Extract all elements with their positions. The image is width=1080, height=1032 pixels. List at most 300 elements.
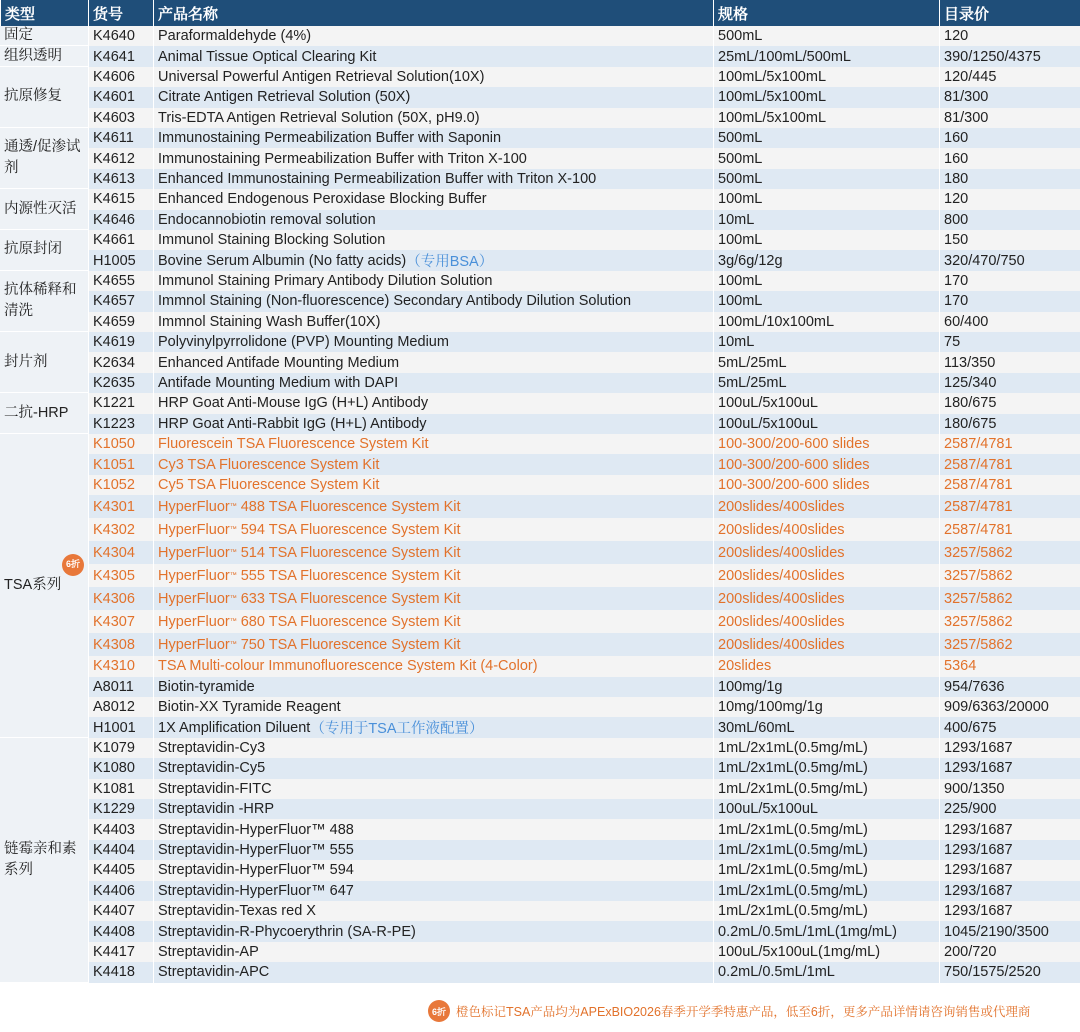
product-name: Streptavidin-FITC [158,780,272,797]
trademark-mark: ™ [229,503,237,511]
product-name-suffix: 488 TSA Fluorescence System Kit [236,498,461,515]
spec-cell: 100uL/5x100uL(1mg/mL) [713,942,939,962]
price-cell: 1293/1687 [939,758,1080,778]
product-name: HyperFluor [158,521,230,538]
product-name-cell [153,414,713,434]
sku-cell: H1001 [88,717,153,737]
sku-cell: K4418 [88,962,153,982]
product-name: HyperFluor [158,498,230,515]
product-name: Immunol Staining Primary Antibody Dilution Solution [158,272,493,289]
product-name: Endocannobiotin removal solution [158,211,376,228]
spec-cell: 100-300/200-600 slides [713,434,939,454]
price-cell: 160 [939,148,1080,168]
price-cell: 1293/1687 [939,881,1080,901]
product-name: Streptavidin -HRP [158,801,275,818]
table-row [0,291,1080,311]
sku-cell: K4301 [88,495,153,518]
header-name: 产品名称 [153,0,713,26]
price-cell: 125/340 [939,373,1080,393]
spec-cell: 500mL [713,169,939,189]
spec-cell: 200slides/400slides [713,610,939,633]
table-row [0,901,1080,921]
spec-cell: 5mL/25mL [713,352,939,372]
table-row [0,860,1080,880]
sku-cell: K1079 [88,738,153,758]
product-name-cell [153,475,713,495]
product-name-suffix: 555 TSA Fluorescence System Kit [236,567,461,584]
table-row [0,148,1080,168]
product-name-cell [153,697,713,717]
sku-cell: K4305 [88,564,153,587]
product-name-cell [153,393,713,413]
product-name-cell [153,87,713,107]
table-row [0,962,1080,982]
price-cell: 1293/1687 [939,860,1080,880]
price-cell: 320/470/750 [939,250,1080,270]
table-header [0,0,1080,26]
product-name-cell [153,312,713,332]
sku-cell: K1223 [88,414,153,434]
category-cell [0,26,88,46]
table-row [0,230,1080,250]
table-row [0,799,1080,819]
sku-cell: K4406 [88,881,153,901]
product-name: 1X Amplification Diluent [158,719,311,736]
product-name-cell [153,128,713,148]
category-label: 组织透明 [4,47,62,64]
product-name-cell [153,454,713,474]
product-name-cell [153,332,713,352]
spec-cell: 100uL/5x100uL [713,799,939,819]
product-name-cell [153,189,713,209]
product-name-cell [153,518,713,541]
category-label: 链霉亲和素系列 [4,840,77,878]
category-label: 抗体稀释和清洗 [4,281,77,319]
product-name-cell [153,962,713,982]
spec-cell: 3g/6g/12g [713,250,939,270]
category-cell [0,393,88,434]
sku-cell: K1229 [88,799,153,819]
table-row [0,271,1080,291]
discount-badge-icon: 6折 [62,554,84,576]
table-row [0,656,1080,676]
product-name-cell [153,779,713,799]
product-name-cell [153,541,713,564]
price-cell: 750/1575/2520 [939,962,1080,982]
spec-cell: 100mL [713,230,939,250]
spec-cell: 1mL/2x1mL(0.5mg/mL) [713,779,939,799]
product-name: TSA Multi-colour Immunofluorescence System Kit (4-Color) [158,658,538,675]
product-name: Streptavidin-HyperFluor™ 647 [158,882,354,899]
spec-cell: 10mL [713,210,939,230]
table-row [0,250,1080,270]
product-name: Streptavidin-R-Phycoerythrin (SA-R-PE) [158,923,416,940]
price-cell: 800 [939,210,1080,230]
category-cell [0,46,88,66]
table-row [0,475,1080,495]
sku-cell: K1081 [88,779,153,799]
product-name-cell [153,250,713,270]
spec-cell: 100mL/10x100mL [713,312,939,332]
product-name-cell [153,148,713,168]
price-cell: 909/6363/20000 [939,697,1080,717]
product-name-cell [153,169,713,189]
spec-cell: 200slides/400slides [713,541,939,564]
price-cell: 1293/1687 [939,901,1080,921]
trademark-mark: ™ [229,595,237,603]
price-cell: 1293/1687 [939,819,1080,839]
trademark-mark: ™ [229,526,237,534]
category-label: 抗原封闭 [4,241,62,258]
category-cell [0,128,88,189]
spec-cell: 1mL/2x1mL(0.5mg/mL) [713,738,939,758]
product-name: Immunostaining Permeabilization Buffer with Saponin [158,130,502,147]
header-spec: 规格 [713,0,939,26]
sku-cell: K2635 [88,373,153,393]
price-cell: 225/900 [939,799,1080,819]
sku-cell: K4408 [88,921,153,941]
price-cell: 75 [939,332,1080,352]
product-name-cell [153,921,713,941]
category-label: 通透/促渗试剂 [4,139,81,177]
sku-cell: K4657 [88,291,153,311]
table-row [0,738,1080,758]
sku-cell: K4646 [88,210,153,230]
price-cell: 60/400 [939,312,1080,332]
table-row [0,717,1080,737]
category-label: 内源性灭活 [4,200,77,217]
price-cell: 120 [939,189,1080,209]
sku-cell: K4304 [88,541,153,564]
product-name: Fluorescein TSA Fluorescence System Kit [158,436,429,453]
category-label: 二抗-HRP [4,404,69,421]
product-name: HyperFluor [158,590,230,607]
price-cell: 1293/1687 [939,840,1080,860]
sku-cell: K4306 [88,587,153,610]
product-name: Streptavidin-APC [158,964,270,981]
spec-cell: 100mL [713,271,939,291]
trademark-mark: ™ [229,641,237,649]
spec-cell: 200slides/400slides [713,518,939,541]
category-label: 封片剂 [4,353,48,370]
spec-cell: 100mL [713,291,939,311]
price-cell: 2587/4781 [939,434,1080,454]
table-row [0,758,1080,778]
product-name: Streptavidin-HyperFluor™ 555 [158,841,354,858]
sku-cell: K4641 [88,46,153,66]
product-name-cell [153,230,713,250]
price-cell: 3257/5862 [939,587,1080,610]
product-name-cell [153,210,713,230]
table-row [0,587,1080,610]
category-cell [0,189,88,230]
spec-cell: 1mL/2x1mL(0.5mg/mL) [713,901,939,921]
sku-cell: K4302 [88,518,153,541]
table-row [0,610,1080,633]
product-name: Immnol Staining (Non-fluorescence) Secondary Antibody Dilution Solution [158,293,632,310]
table-row [0,189,1080,209]
table-row [0,312,1080,332]
header-type: 类型 [0,0,88,26]
product-name-suffix: 680 TSA Fluorescence System Kit [236,613,461,630]
table-row [0,210,1080,230]
discount-badge-icon: 6折 [428,1000,450,1022]
table-row [0,677,1080,697]
category-cell [0,738,88,983]
header-sku: 货号 [88,0,153,26]
product-name-cell [153,564,713,587]
sku-cell: A8011 [88,677,153,697]
table-row [0,633,1080,656]
spec-cell: 100uL/5x100uL [713,393,939,413]
sku-cell: H1005 [88,250,153,270]
product-name: Biotin-XX Tyramide Reagent [158,699,341,716]
table-row [0,697,1080,717]
trademark-mark: ™ [229,549,237,557]
spec-cell: 0.2mL/0.5mL/1mL [713,962,939,982]
sku-cell: K4310 [88,656,153,676]
price-cell: 180/675 [939,414,1080,434]
table-row [0,414,1080,434]
table-row [0,495,1080,518]
product-name: Streptavidin-HyperFluor™ 488 [158,821,354,838]
price-cell: 5364 [939,656,1080,676]
table-row [0,942,1080,962]
product-name: Citrate Antigen Retrieval Solution (50X) [158,89,411,106]
header-price: 目录价 [939,0,1080,26]
product-name: Cy5 TSA Fluorescence System Kit [158,476,380,493]
product-name: Enhanced Antifade Mounting Medium [158,354,400,371]
sku-cell: K4307 [88,610,153,633]
sku-cell: K4601 [88,87,153,107]
table-row [0,46,1080,66]
spec-cell: 100-300/200-600 slides [713,454,939,474]
table-row [0,840,1080,860]
product-name-cell [153,495,713,518]
trademark-mark: ™ [229,572,237,580]
price-cell: 2587/4781 [939,454,1080,474]
product-name-suffix: 633 TSA Fluorescence System Kit [236,590,461,607]
spec-cell: 200slides/400slides [713,495,939,518]
category-cell [0,332,88,393]
sku-cell: K4661 [88,230,153,250]
product-name: Streptavidin-AP [158,943,259,960]
table-row [0,779,1080,799]
spec-cell: 100mL/5x100mL [713,87,939,107]
table-row [0,373,1080,393]
sku-cell: K4417 [88,942,153,962]
product-name: Immunostaining Permeabilization Buffer with Triton X-100 [158,150,527,167]
sku-cell: K4603 [88,108,153,128]
price-cell: 3257/5862 [939,633,1080,656]
product-name: Tris-EDTA Antigen Retrieval Solution (50X, pH9.0) [158,109,480,126]
spec-cell: 10mg/100mg/1g [713,697,939,717]
table-row [0,819,1080,839]
sku-cell: K4611 [88,128,153,148]
spec-cell: 20slides [713,656,939,676]
product-name-cell [153,942,713,962]
product-name-suffix: 750 TSA Fluorescence System Kit [236,636,461,653]
product-note: （专用于TSA工作液配置） [310,721,484,738]
product-name-cell [153,610,713,633]
spec-cell: 100uL/5x100uL [713,414,939,434]
category-label: 固定 [4,27,33,44]
price-cell: 150 [939,230,1080,250]
price-cell: 900/1350 [939,779,1080,799]
sku-cell: K4308 [88,633,153,656]
trademark-mark: ™ [229,618,237,626]
product-name: Animal Tissue Optical Clearing Kit [158,48,377,65]
footer-text: 橙色标记TSA产品均为APExBIO2026春季开学季特惠产品，低至6折，更多产品详情请咨询销售或代理商 [456,1005,1031,1019]
sku-cell: K1050 [88,434,153,454]
category-label: TSA系列 [4,576,62,593]
product-name-cell [153,373,713,393]
product-name-cell [153,799,713,819]
spec-cell: 5mL/25mL [713,373,939,393]
product-name-cell [153,677,713,697]
price-cell: 160 [939,128,1080,148]
spec-cell: 200slides/400slides [713,633,939,656]
product-name: Enhanced Endogenous Peroxidase Blocking Buffer [158,191,487,208]
table-row [0,352,1080,372]
sku-cell: K4655 [88,271,153,291]
sku-cell: K1080 [88,758,153,778]
spec-cell: 500mL [713,148,939,168]
product-name: HRP Goat Anti-Rabbit IgG (H+L) Antibody [158,415,427,432]
table-row [0,332,1080,352]
product-name: HyperFluor [158,544,230,561]
sku-cell: K4619 [88,332,153,352]
spec-cell: 500mL [713,128,939,148]
price-cell: 1293/1687 [939,738,1080,758]
product-name-cell [153,758,713,778]
product-name: Bovine Serum Albumin (No fatty acids) [158,252,407,269]
table-row [0,454,1080,474]
price-cell: 3257/5862 [939,610,1080,633]
product-name: Universal Powerful Antigen Retrieval Solution(10X) [158,68,485,85]
sku-cell: K4615 [88,189,153,209]
table-row [0,881,1080,901]
spec-cell: 10mL [713,332,939,352]
product-name-cell [153,26,713,46]
product-name-cell [153,717,713,737]
product-name: Enhanced Immunostaining Permeabilization Buffer with Triton X-100 [158,170,597,187]
spec-cell: 1mL/2x1mL(0.5mg/mL) [713,840,939,860]
spec-cell: 0.2mL/0.5mL/1mL(1mg/mL) [713,921,939,941]
product-name: Paraformaldehyde (4%) [158,28,312,45]
product-name-cell [153,881,713,901]
category-cell [0,271,88,332]
category-cell [0,230,88,271]
sku-cell: K4606 [88,67,153,87]
product-name: HyperFluor [158,613,230,630]
price-cell: 2587/4781 [939,475,1080,495]
spec-cell: 1mL/2x1mL(0.5mg/mL) [713,881,939,901]
price-cell: 120 [939,26,1080,46]
product-name-cell [153,738,713,758]
product-name: Biotin-tyramide [158,678,255,695]
spec-cell: 100mg/1g [713,677,939,697]
product-name: Streptavidin-HyperFluor™ 594 [158,862,354,879]
product-name: HRP Goat Anti-Mouse IgG (H+L) Antibody [158,395,429,412]
spec-cell: 100mL/5x100mL [713,108,939,128]
product-name: Cy3 TSA Fluorescence System Kit [158,456,380,473]
table-row [0,128,1080,148]
price-cell: 113/350 [939,352,1080,372]
product-name-cell [153,819,713,839]
product-name: Antifade Mounting Medium with DAPI [158,374,399,391]
product-name-cell [153,291,713,311]
category-cell [0,67,88,128]
footer-note [428,1000,1030,1022]
table-row [0,67,1080,87]
price-cell: 120/445 [939,67,1080,87]
product-name-cell [153,901,713,921]
spec-cell: 100mL [713,189,939,209]
product-name-cell [153,67,713,87]
spec-cell: 100-300/200-600 slides [713,475,939,495]
sku-cell: K4405 [88,860,153,880]
table-row [0,169,1080,189]
price-cell: 180/675 [939,393,1080,413]
price-cell: 81/300 [939,108,1080,128]
product-name-cell [153,840,713,860]
product-name-cell [153,271,713,291]
sku-cell: K1051 [88,454,153,474]
sku-cell: K1221 [88,393,153,413]
product-name-cell [153,46,713,66]
price-cell: 1045/2190/3500 [939,921,1080,941]
table-row [0,541,1080,564]
product-note: （专用BSA） [406,254,494,271]
price-cell: 180 [939,169,1080,189]
product-name: HyperFluor [158,636,230,653]
sku-cell: K4640 [88,26,153,46]
product-name-cell [153,633,713,656]
product-name: Streptavidin-Texas red X [158,903,316,920]
sku-cell: K4659 [88,312,153,332]
price-cell: 2587/4781 [939,495,1080,518]
product-name-cell [153,587,713,610]
product-name-suffix: 594 TSA Fluorescence System Kit [236,521,461,538]
price-cell: 81/300 [939,87,1080,107]
price-cell: 170 [939,271,1080,291]
category-cell [0,434,88,738]
table-row [0,26,1080,46]
spec-cell: 100mL/5x100mL [713,67,939,87]
price-cell: 390/1250/4375 [939,46,1080,66]
spec-cell: 1mL/2x1mL(0.5mg/mL) [713,819,939,839]
price-cell: 400/675 [939,717,1080,737]
table-row [0,108,1080,128]
product-name: Immnol Staining Wash Buffer(10X) [158,313,381,330]
spec-cell: 500mL [713,26,939,46]
category-label: 抗原修复 [4,88,62,105]
price-cell: 2587/4781 [939,518,1080,541]
table-row [0,393,1080,413]
spec-cell: 30mL/60mL [713,717,939,737]
table-row [0,434,1080,454]
product-name-cell [153,860,713,880]
sku-cell: K4404 [88,840,153,860]
price-cell: 3257/5862 [939,541,1080,564]
sku-cell: K4612 [88,148,153,168]
table-row [0,518,1080,541]
sku-cell: K1052 [88,475,153,495]
product-name-cell [153,434,713,454]
spec-cell: 25mL/100mL/500mL [713,46,939,66]
product-name: Streptavidin-Cy5 [158,760,266,777]
